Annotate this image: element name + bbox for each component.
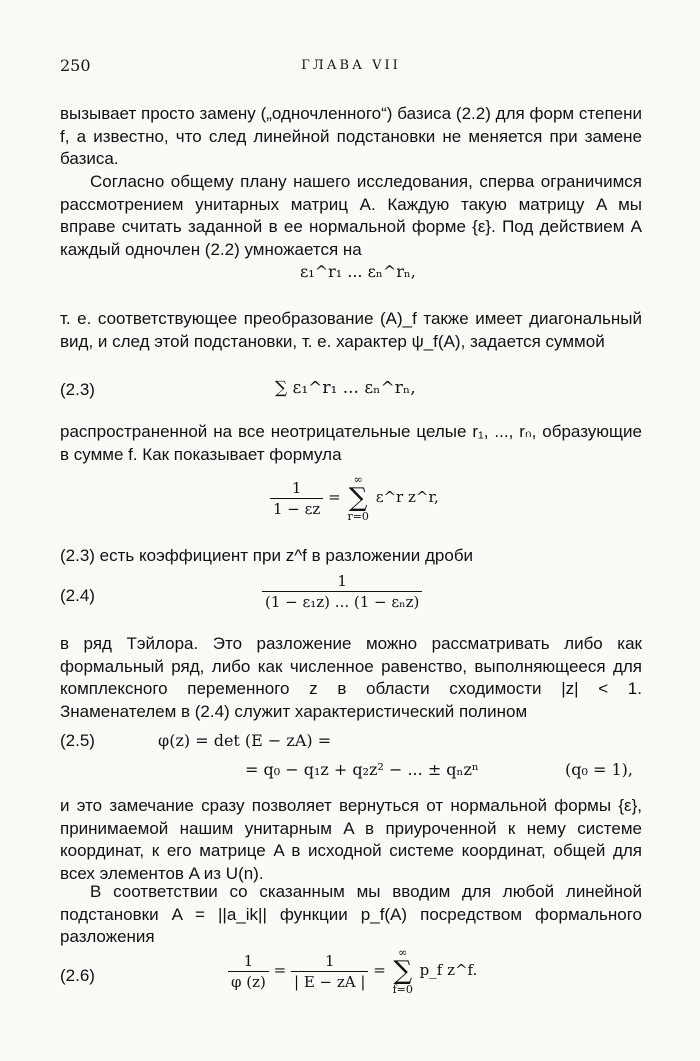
equation-2-5-line-2: = q₀ − q₁z + q₂z² − ... ± qₙzⁿ <box>245 760 479 779</box>
paragraph-2: Согласно общему плану нашего исследования, сперва ограничимся рассмотрением унитарных матриц A. Каждую такую матрицу A мы вправе считать заданной в ее нормальной форме {ε}. Под действием A каждый одночлен (2.2) умножается на <box>60 172 642 259</box>
series-term: p_f z^f. <box>419 961 478 979</box>
equation-2-3-label: (2.3) <box>60 380 95 399</box>
paragraph-7: и это замечание сразу позволяет вернуться от нормальной формы {ε}, принимаемой нашим унитарным A в приуроченной к нему системе координат, к его матрице A в исходной системе координат, общей для всех элементов A из U(n). <box>60 796 642 883</box>
equation-2-6: $\frac{1}{\varphi (z)}$ = $\frac{1}{| E - zA |}$ = ∞ ∑ f=0 p_f z^f. <box>228 947 477 995</box>
fraction: $\frac{1}{1 - \varepsilon z}$ <box>270 479 323 518</box>
paragraph-5: (2.3) есть коэффициент при z^f в разложении дроби <box>60 546 474 565</box>
running-header <box>60 56 642 78</box>
chapter-title: ГЛАВА VII <box>301 58 401 73</box>
summation: ∞ ∑ f=0 <box>392 946 413 996</box>
equation-2-3: ∑ ε₁^r₁ ... εₙ^rₙ, <box>275 378 416 398</box>
equation-2-4-label: (2.4) <box>60 586 95 605</box>
paragraph-6: в ряд Тэйлора. Это разложение можно рассматривать либо как формальный ряд, либо как численное равенство, выполняющееся для комплексного переменного z в области сходимости |z| < 1. Знаменателем в (2.4) служит характеристический полином <box>60 634 642 721</box>
paragraph-8: В соответствии со сказанным мы вводим для любой линейной подстановки A = ||a_ik|| функции p_f(A) посредством формального разложения <box>60 882 642 946</box>
fraction: $\frac{1}{\text{(1 − ε₁z) ... (1 − εₙz)}}$ <box>262 572 422 611</box>
equation-2-5-label: (2.5) <box>60 731 95 750</box>
equation-2-5-condition: (q₀ = 1), <box>565 760 633 779</box>
series-term: ε^r z^r, <box>375 488 439 506</box>
paragraph-4: распространенной на все неотрицательные целые r₁, ..., rₙ, образующие в сумме f. Как показывает формула <box>60 422 642 464</box>
fraction-right: $\frac{1}{| E - zA |}$ <box>291 952 368 991</box>
equation-2-5-line-1: φ(z) = det (E − zA) = <box>158 731 332 750</box>
equation-2-4 <box>262 572 422 611</box>
paragraph-1: вызывает просто замену („одночленного“) базиса (2.2) для форм степени f, а известно, что след линейной подстановки не меняется при замене базиса. <box>60 104 642 168</box>
equation-2-6-label: (2.6) <box>60 966 95 985</box>
equation-geometric-series: $\frac{1}{1 - \varepsilon z}$ = ∞ ∑ r=0 ε^r z^r, <box>270 474 439 522</box>
page-number: 250 <box>60 56 91 75</box>
summation: ∞ ∑ r=0 <box>347 473 369 523</box>
fraction-left: $\frac{1}{\varphi (z)}$ <box>228 952 269 991</box>
paragraph-3: т. е. соответствующее преобразование (A)_f также имеет диагональный вид, и след этой подстановки, т. е. характер ψ_f(A), задается суммой <box>60 309 642 351</box>
equation-monomial: ε₁^r₁ ... εₙ^rₙ, <box>300 262 416 281</box>
